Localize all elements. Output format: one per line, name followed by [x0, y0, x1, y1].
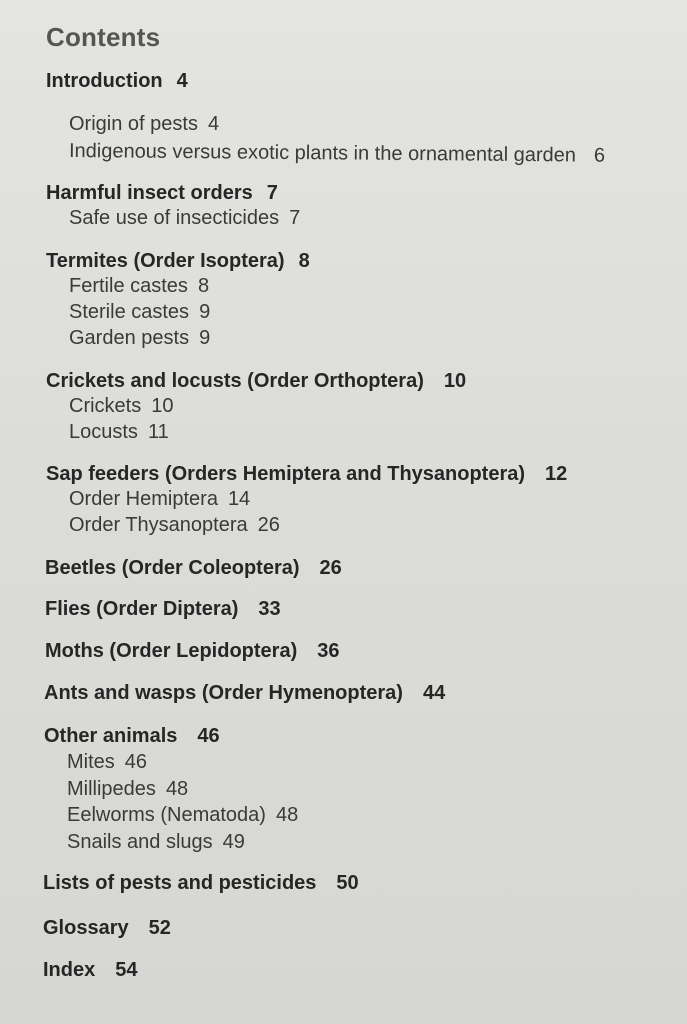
toc-sub-fertile-castes[interactable] [69, 275, 209, 298]
toc-page-number: 48 [275, 804, 299, 826]
toc-page-number: 9 [199, 301, 211, 323]
toc-label: Snails and slugs [67, 831, 213, 853]
toc-label: Harmful insect orders [46, 182, 253, 204]
toc-page-number: 12 [545, 463, 568, 485]
toc-page-number: 11 [147, 421, 169, 443]
toc-label: Lists of pests and pesticides [43, 872, 317, 894]
toc-page-number: 44 [422, 682, 446, 704]
toc-label: Eelworms (Nematoda) [67, 804, 266, 826]
toc-page-number: 9 [199, 327, 211, 349]
toc-page-number: 26 [319, 557, 342, 579]
toc-label: Fertile castes [69, 275, 188, 297]
toc-label: Introduction [46, 70, 163, 92]
toc-page-number: 49 [222, 831, 245, 853]
toc-page-number: 8 [197, 275, 210, 297]
toc-label: Safe use of insecticides [69, 207, 280, 229]
toc-page-number: 48 [165, 778, 189, 800]
toc-heading-other-animals[interactable] [44, 725, 220, 748]
toc-sub-crickets[interactable] [69, 395, 173, 418]
toc-page-number: 10 [151, 395, 174, 417]
toc-sub-garden-pests[interactable] [69, 327, 210, 350]
toc-heading-crickets-locusts[interactable] [46, 370, 466, 393]
toc-heading-glossary[interactable] [43, 917, 171, 940]
toc-label: Locusts [69, 421, 138, 443]
toc-label: Garden pests [69, 327, 190, 349]
toc-label: Order Hemiptera [69, 488, 218, 510]
toc-page-number: 6 [593, 144, 606, 167]
toc-sub-locusts[interactable] [69, 421, 169, 444]
toc-sub-millipedes[interactable] [67, 778, 188, 801]
toc-page-number: 33 [258, 598, 281, 620]
toc-page-number: 26 [257, 514, 280, 536]
toc-label: Crickets and locusts (Order Orthoptera) [46, 370, 424, 392]
toc-sub-mites[interactable] [67, 751, 147, 774]
toc-label: Order Thysanoptera [69, 514, 248, 536]
toc-page-number: 50 [336, 872, 359, 894]
toc-sub-order-thysanoptera[interactable] [69, 514, 280, 537]
toc-label: Glossary [43, 917, 129, 939]
toc-page-number: 7 [289, 207, 301, 229]
toc-label: Indigenous versus exotic plants in the ornamental garden [68, 140, 577, 167]
toc-heading-harmful-insect-orders[interactable] [46, 182, 278, 205]
toc-heading-moths[interactable] [45, 640, 339, 663]
page-title: Contents [46, 22, 161, 52]
toc-sub-snails-slugs[interactable] [67, 831, 245, 854]
toc-page-number: 52 [148, 917, 171, 939]
toc-page-number: 46 [197, 725, 220, 747]
toc-sub-safe-use-insecticides[interactable] [69, 207, 300, 230]
toc-sub-indigenous-exotic[interactable] [69, 140, 605, 168]
toc-heading-beetles[interactable] [45, 557, 342, 580]
toc-heading-flies[interactable] [45, 598, 281, 621]
toc-label: Moths (Order Lepidoptera) [45, 640, 298, 662]
toc-page-number: 8 [298, 250, 310, 272]
toc-heading-termites[interactable] [46, 250, 310, 273]
toc-heading-sap-feeders[interactable] [46, 463, 567, 486]
toc-label: Flies (Order Diptera) [45, 598, 239, 620]
toc-sub-order-hemiptera[interactable] [69, 488, 250, 511]
toc-heading-introduction[interactable] [46, 70, 188, 93]
toc-page-number: 14 [227, 488, 251, 510]
toc-heading-ants-wasps[interactable] [44, 682, 445, 705]
toc-label: Ants and wasps (Order Hymenoptera) [44, 682, 403, 704]
toc-label: Sterile castes [69, 301, 190, 323]
toc-sub-origin-of-pests[interactable] [69, 113, 219, 136]
toc-sub-sterile-castes[interactable] [69, 301, 210, 324]
toc-label: Sap feeders (Orders Hemiptera and Thysanoptera) [46, 463, 526, 485]
toc-heading-lists-pests-pesticides[interactable] [43, 872, 359, 895]
toc-sub-eelworms[interactable] [67, 804, 298, 827]
toc-label: Millipedes [67, 778, 156, 800]
toc-page-number: 10 [443, 370, 467, 392]
toc-page-number: 36 [317, 640, 340, 662]
toc-label: Crickets [69, 395, 142, 417]
toc-label: Termites (Order Isoptera) [46, 250, 285, 272]
toc-label: Other animals [44, 725, 178, 747]
toc-label: Beetles (Order Coleoptera) [45, 557, 300, 579]
toc-page-number: 46 [124, 751, 148, 773]
toc-label: Index [43, 959, 96, 981]
toc-page-number: 4 [207, 113, 220, 135]
toc-label: Origin of pests [69, 113, 198, 135]
toc-page-number: 54 [115, 959, 138, 981]
toc-page-number: 4 [176, 70, 188, 92]
toc-page-number: 7 [266, 182, 278, 204]
toc-label: Mites [67, 751, 115, 773]
toc-heading-index[interactable] [43, 959, 138, 982]
